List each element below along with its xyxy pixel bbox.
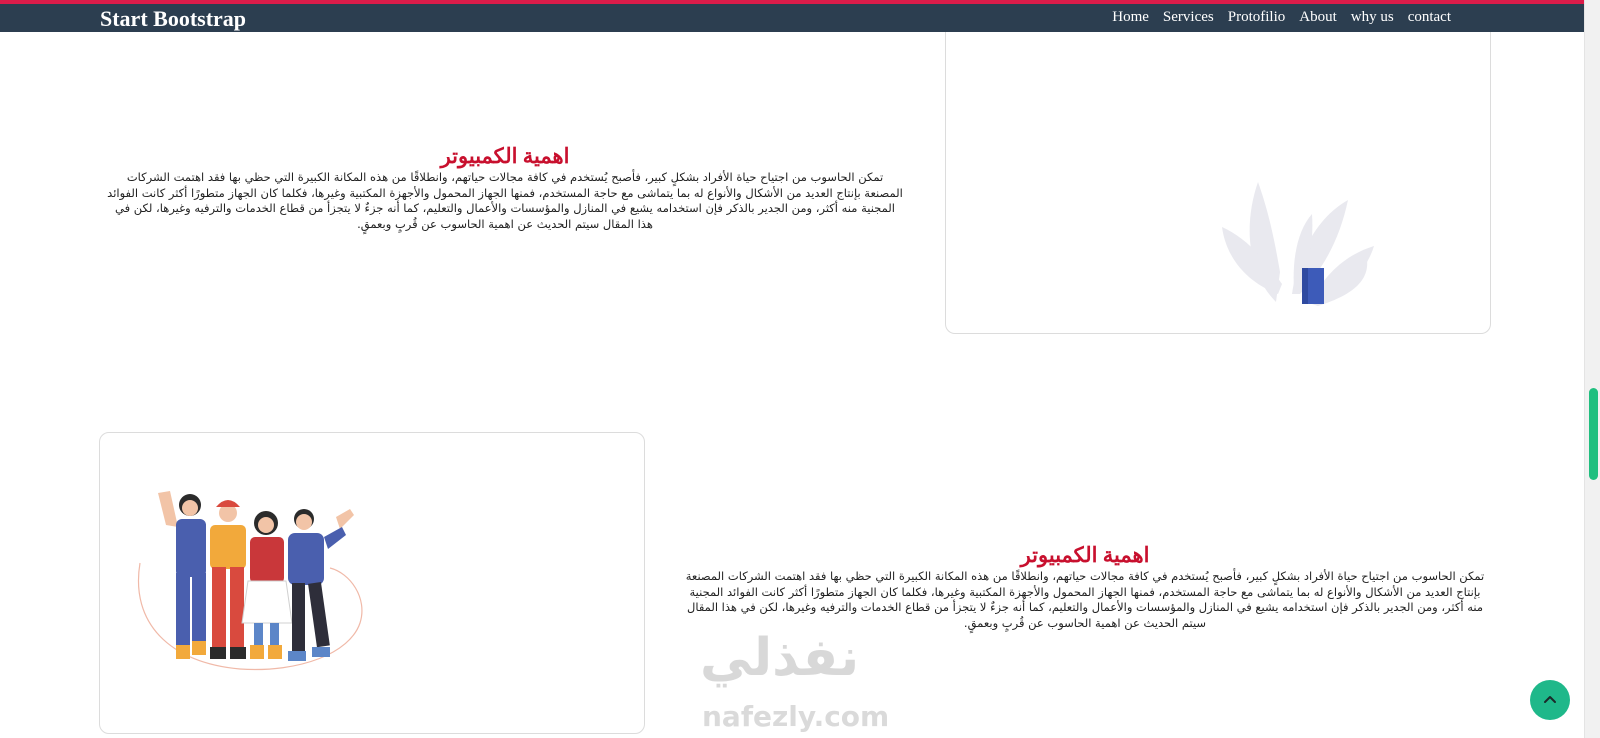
brand-logo[interactable]: Start Bootstrap (100, 6, 247, 31)
plant-illustration (946, 32, 1491, 334)
section-1-body: تمكن الحاسوب من اجتياح حياة الأفراد بشكلٍ كبير، فأصبح يُستخدم في كافة مجالات حياتهم، وانطلاقًا من هذه المكانة الكبيرة التي حظي بها فقد اهتمت الشركات المصنعة بإنتاج العديد من الأشكال والأنواع له بما يتماشى مع حاجة المستخدم، فمنها الجهاز المحمول والأجهزة المكتبية وغيرها، فكلما كان الجهاز متطورًا أكثر كانت الفوائد المجنية منه أكثر، ومن الجدير بالذكر فإن استخدامه يشيع في المنازل والمؤسسات والأعمال والتعليم، كما أنه جزءٌ لا يتجزأ من قطاع الخدمات والترفيه وغيرها، لكن في هذا المقال سيتم الحديث عن اهمية الحاسوب عن قُربٍ وبعمقٍ. (107, 170, 903, 231)
chevron-up-icon (1542, 692, 1558, 708)
person-2 (210, 500, 246, 659)
nav-link-about[interactable]: About (1299, 9, 1337, 25)
section-1-text (106, 142, 904, 232)
person-3 (242, 511, 292, 659)
person-4 (288, 509, 354, 661)
section-1-image-card (945, 32, 1491, 334)
people-illustration (100, 433, 645, 734)
section-2-title: اهمية الكمبيوتر (1020, 543, 1150, 567)
back-to-top-button[interactable] (1530, 680, 1570, 720)
person-1 (158, 491, 206, 659)
nav-link-portfolio[interactable]: Protofilio (1227, 9, 1286, 25)
page-scrollbar[interactable] (1584, 0, 1600, 738)
section-2-image-card (99, 432, 645, 734)
section-2-text (680, 541, 1490, 631)
navbar (0, 4, 1584, 32)
section-1-title: اهمية الكمبيوتر (440, 144, 570, 168)
scrollbar-thumb[interactable] (1589, 388, 1598, 480)
nav-link-services[interactable]: Services (1162, 9, 1214, 25)
nav-link-why-us[interactable]: why us (1350, 9, 1394, 25)
nav-link-contact[interactable]: contact (1407, 9, 1451, 25)
section-2-body: تمكن الحاسوب من اجتياح حياة الأفراد بشكلٍ كبير، فأصبح يُستخدم في كافة مجالات حياتهم، وانطلاقًا من هذه المكانة الكبيرة التي حظي بها فقد اهتمت الشركات المصنعة بإنتاج العديد من الأشكال والأنواع له بما يتماشى مع حاجة المستخدم، فمنها الجهاز المحمول والأجهزة المكتبية وغيرها، فكلما كان الجهاز متطورًا أكثر كانت الفوائد المجنية منه أكثر، ومن الجدير بالذكر فإن استخدامه يشيع في المنازل والمؤسسات والأعمال والتعليم، كما أنه جزءٌ لا يتجزأ من قطاع الخدمات والترفيه وغيرها، لكن في هذا المقال سيتم الحديث عن اهمية الحاسوب عن قُربٍ وبعمقٍ. (685, 569, 1485, 630)
watermark (700, 628, 900, 738)
nav-links (1112, 9, 1451, 26)
watermark-latin: nafezly.com (702, 700, 890, 733)
watermark-arabic: نفذلي (700, 628, 860, 688)
nav-link-home[interactable]: Home (1112, 9, 1149, 25)
